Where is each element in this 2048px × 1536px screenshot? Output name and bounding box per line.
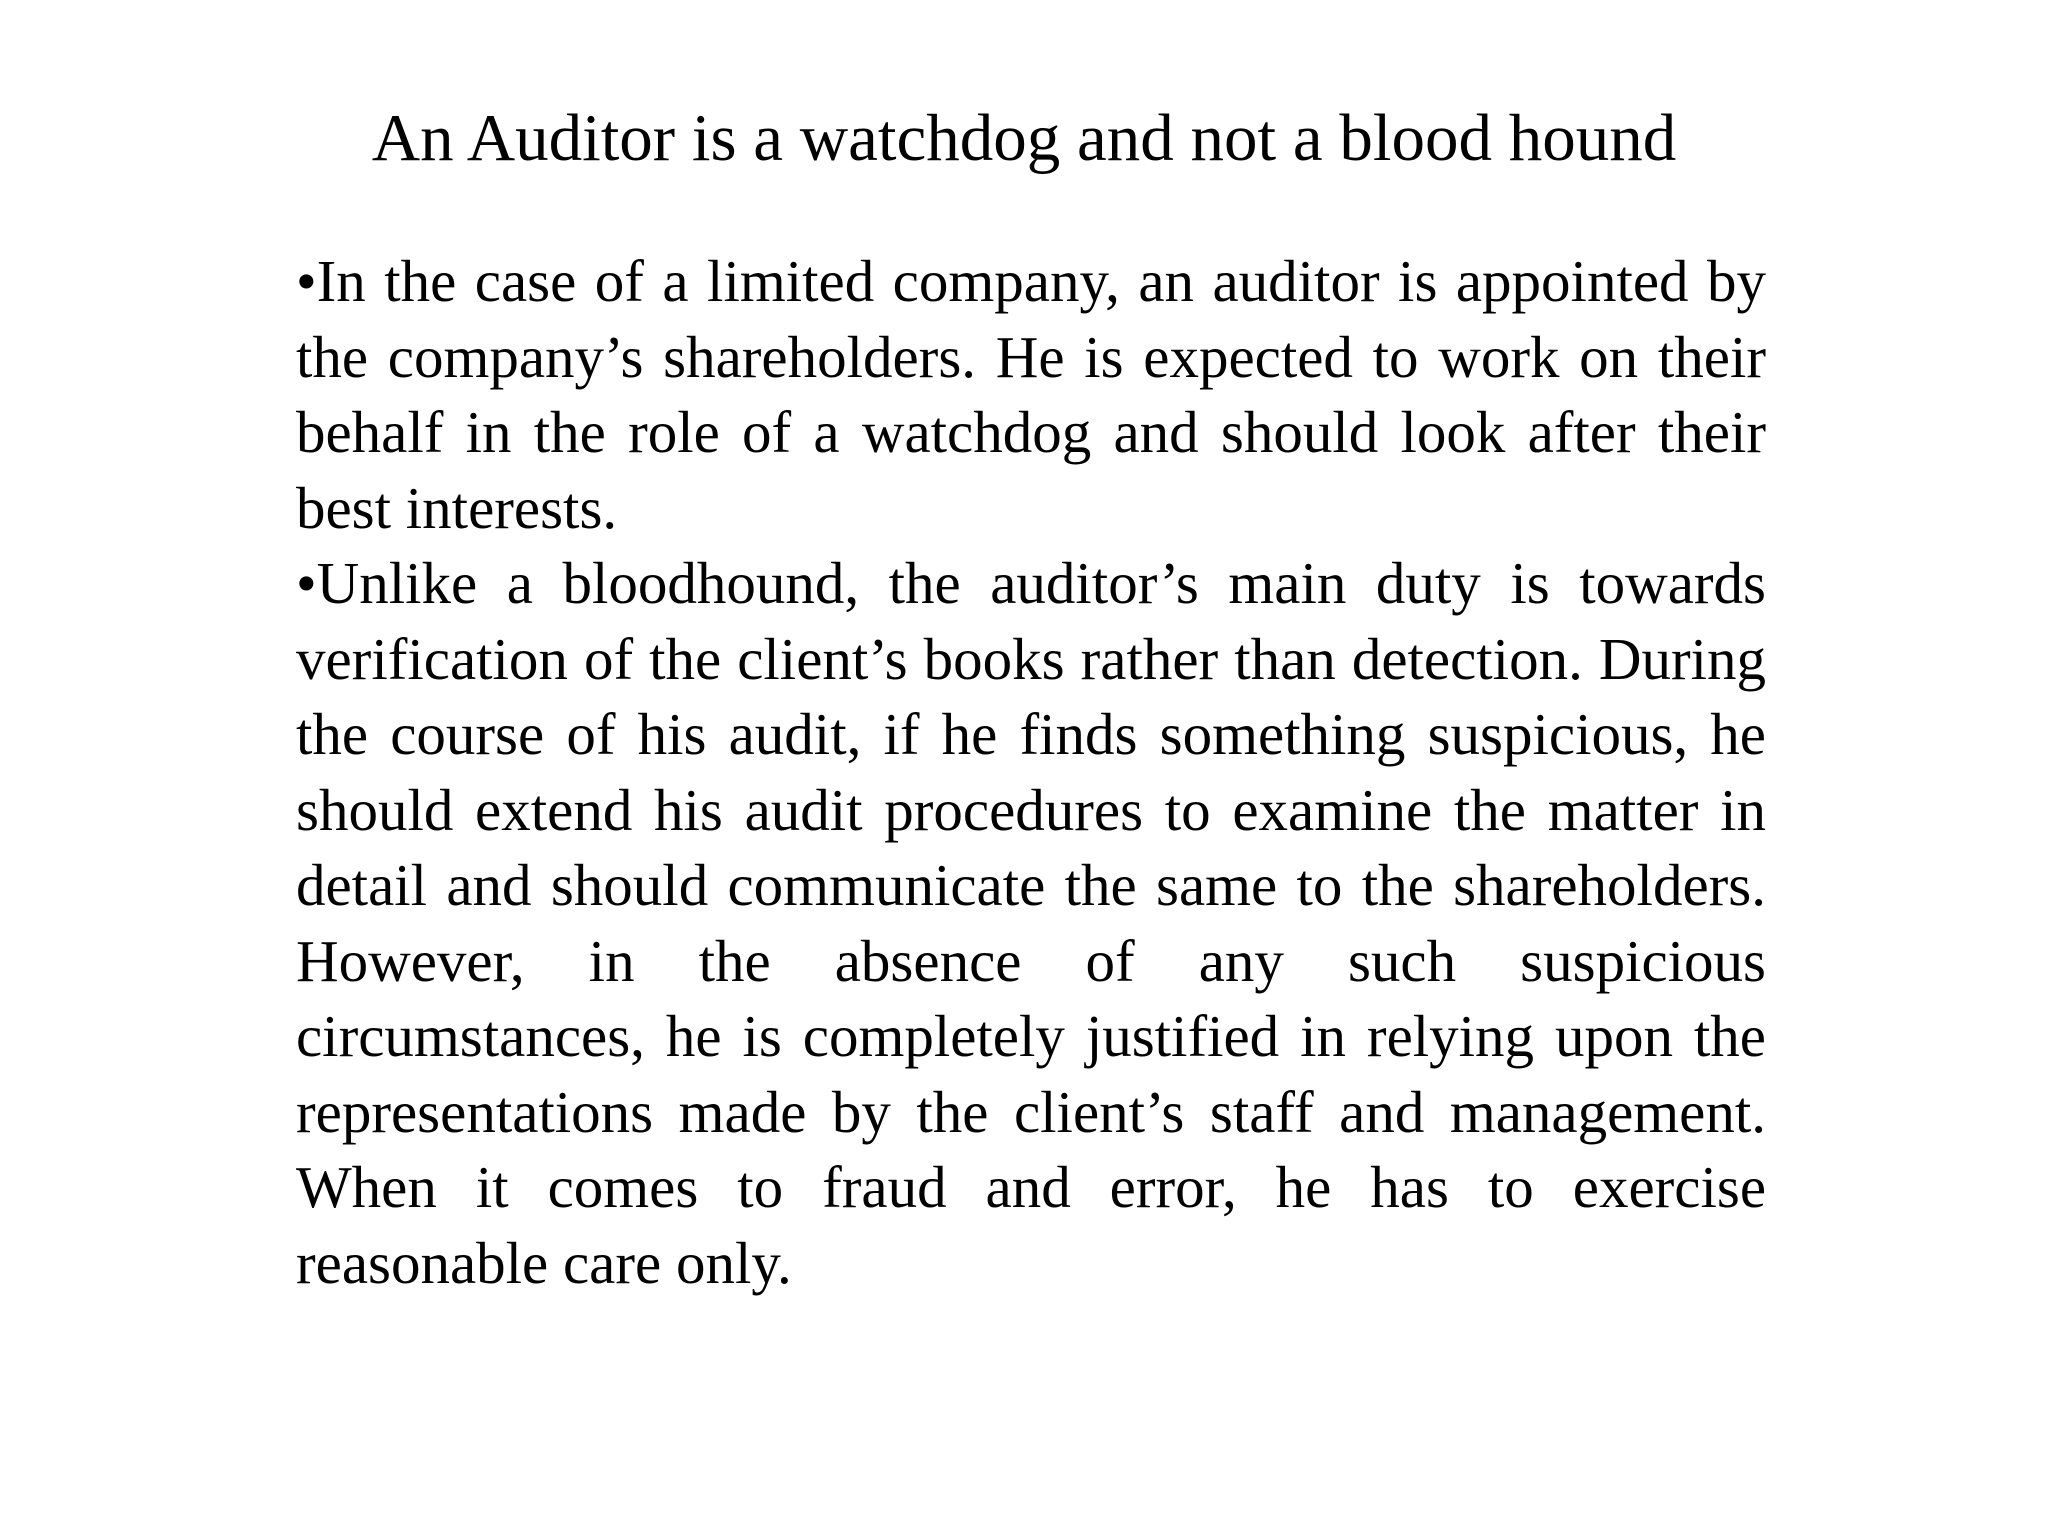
- bullet-paragraph-2: [296, 546, 1766, 1301]
- slide-title: An Auditor is a watchdog and not a blood hound: [371, 101, 1677, 175]
- bullet-paragraph-1: [296, 244, 1766, 546]
- slide-body: [296, 244, 1766, 1301]
- bullet-text: Unlike a bloodhound, the auditor’s main duty is towards verification of the client’s books rather than detection. During the course of his audit, if he finds something suspicious, he should extend his audit procedures to examine the matter in detail and should communicate the same to the shareholders. However, in the absence of any such suspicious circumstances, he is completely justified in relying upon the representations made by the client’s staff and management. When it comes to fraud and error, he has to exercise reasonable care only.: [296, 550, 1766, 1296]
- bullet-text: In the case of a limited company, an auditor is appointed by the company’s shareholders. He is expected to work on their behalf in the role of a watchdog and should look after their best interests.: [296, 248, 1766, 541]
- bullet-marker: •: [296, 248, 317, 314]
- bullet-marker: •: [296, 550, 317, 616]
